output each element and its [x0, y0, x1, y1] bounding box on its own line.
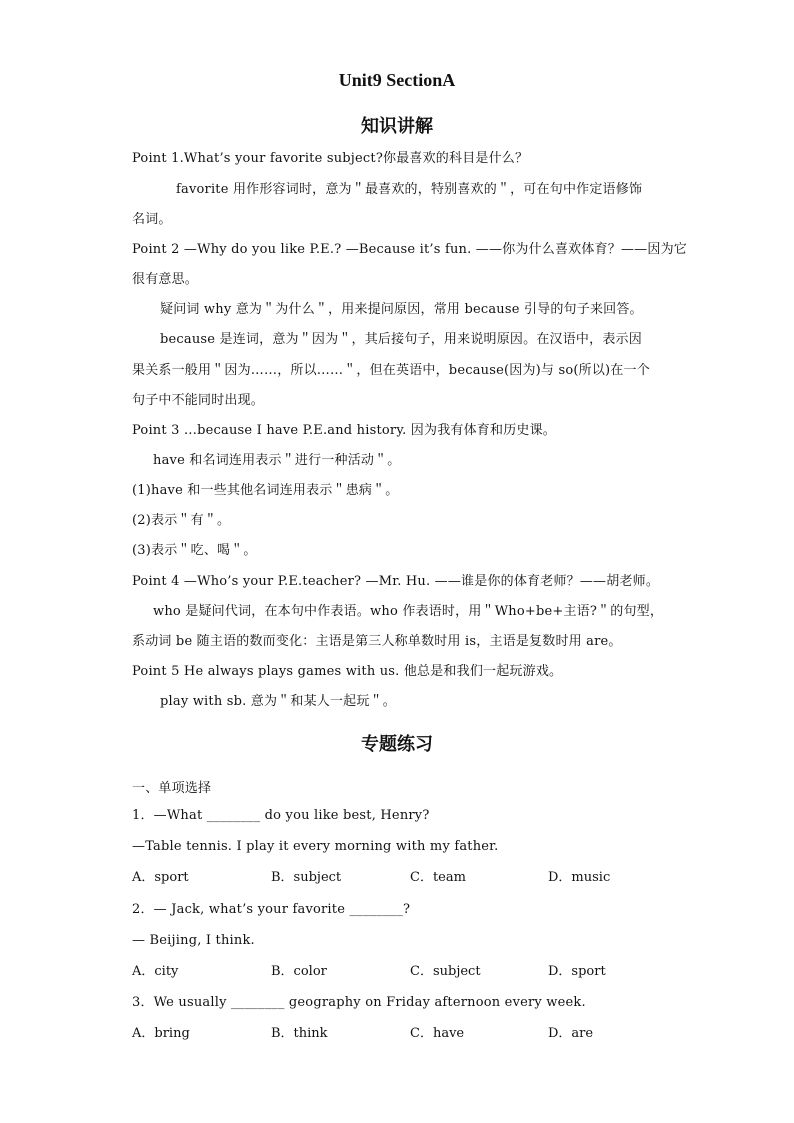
question-1-option-b[interactable]: B．subject [271, 870, 342, 885]
question-3-option-d[interactable]: D．are [548, 1026, 594, 1041]
question-2-response: — Beijing, I think. [132, 933, 255, 948]
point-2-cont: 很有意思。 [132, 272, 199, 287]
point-5: Point 5 He always plays games with us. 他总是和我们一起玩游戏。 [132, 664, 563, 679]
practice-heading: 专题练习 [361, 734, 433, 755]
point-4-be: 系动词 be 随主语的数而变化：主语是第三人称单数时用 is，主语是复数时用 are。 [132, 634, 622, 649]
document-title: Unit9 SectionA [338, 70, 456, 90]
point-2-because: because 是连词，意为＂因为＂，其后接句子，用来说明原因。在汉语中，表示因 [160, 332, 642, 347]
point-1-explanation: favorite 用作形容词时，意为＂最喜欢的，特别喜欢的＂，可在句中作定语修饰 [176, 182, 643, 197]
question-1-option-d[interactable]: D．music [548, 870, 611, 885]
point-1: Point 1.What’s your favorite subject?你最喜欢的科目是什么？ [132, 151, 529, 166]
point-2-because-cont: 果关系一般用＂因为……，所以……＂，但在英语中，because(因为)与 so(所以)在一个 [132, 363, 650, 378]
question-1-option-a[interactable]: A．sport [132, 870, 189, 885]
question-3-option-a[interactable]: A．bring [132, 1026, 190, 1041]
question-3-option-b[interactable]: B．think [271, 1026, 328, 1041]
point-2-because-end: 句子中不能同时出现。 [132, 393, 265, 408]
point-2-why: 疑问词 why 意为＂为什么＂，用来提问原因，常用 because 引导的句子来回答。 [160, 302, 643, 317]
point-4: Point 4 —Who’s your P.E.teacher? —Mr. Hu. ——谁是你的体育老师？——胡老师。 [132, 574, 660, 589]
knowledge-heading: 知识讲解 [361, 116, 433, 137]
point-3-item-3: (3)表示＂吃、喝＂。 [132, 543, 257, 558]
question-2-option-d[interactable]: D．sport [548, 964, 606, 979]
point-4-who: who 是疑问代词，在本句中作表语。who 作表语时，用＂Who+be+主语?＂的句型， [153, 604, 664, 619]
section-single-choice: 一、单项选择 [132, 781, 212, 796]
question-1-stem: 1．—What ________ do you like best, Henry? [132, 808, 430, 823]
question-2-option-a[interactable]: A．city [132, 964, 179, 979]
question-3-option-c[interactable]: C．have [410, 1026, 465, 1041]
point-1-explanation-cont: 名词。 [132, 212, 172, 227]
question-3-stem: 3．We usually ________ geography on Friday afternoon every week. [132, 995, 586, 1010]
point-5-play: play with sb. 意为＂和某人一起玩＂。 [160, 694, 396, 709]
question-2-option-b[interactable]: B．color [271, 964, 327, 979]
question-2-stem: 2．— Jack, what’s your favorite ________? [132, 902, 411, 917]
point-3-have: have 和名词连用表示＂进行一种活动＂。 [153, 453, 401, 468]
question-2-option-c[interactable]: C．subject [410, 964, 481, 979]
point-3-item-2: (2)表示＂有＂。 [132, 513, 231, 528]
question-1-option-c[interactable]: C．team [410, 870, 466, 885]
point-2: Point 2 —Why do you like P.E.? —Because it’s fun. ——你为什么喜欢体育？——因为它 [132, 242, 687, 257]
point-3: Point 3 …because I have P.E.and history. 因为我有体育和历史课。 [132, 423, 557, 438]
question-1-response: —Table tennis. I play it every morning with my father. [132, 839, 499, 854]
point-3-item-1: (1)have 和一些其他名词连用表示＂患病＂。 [132, 483, 399, 498]
